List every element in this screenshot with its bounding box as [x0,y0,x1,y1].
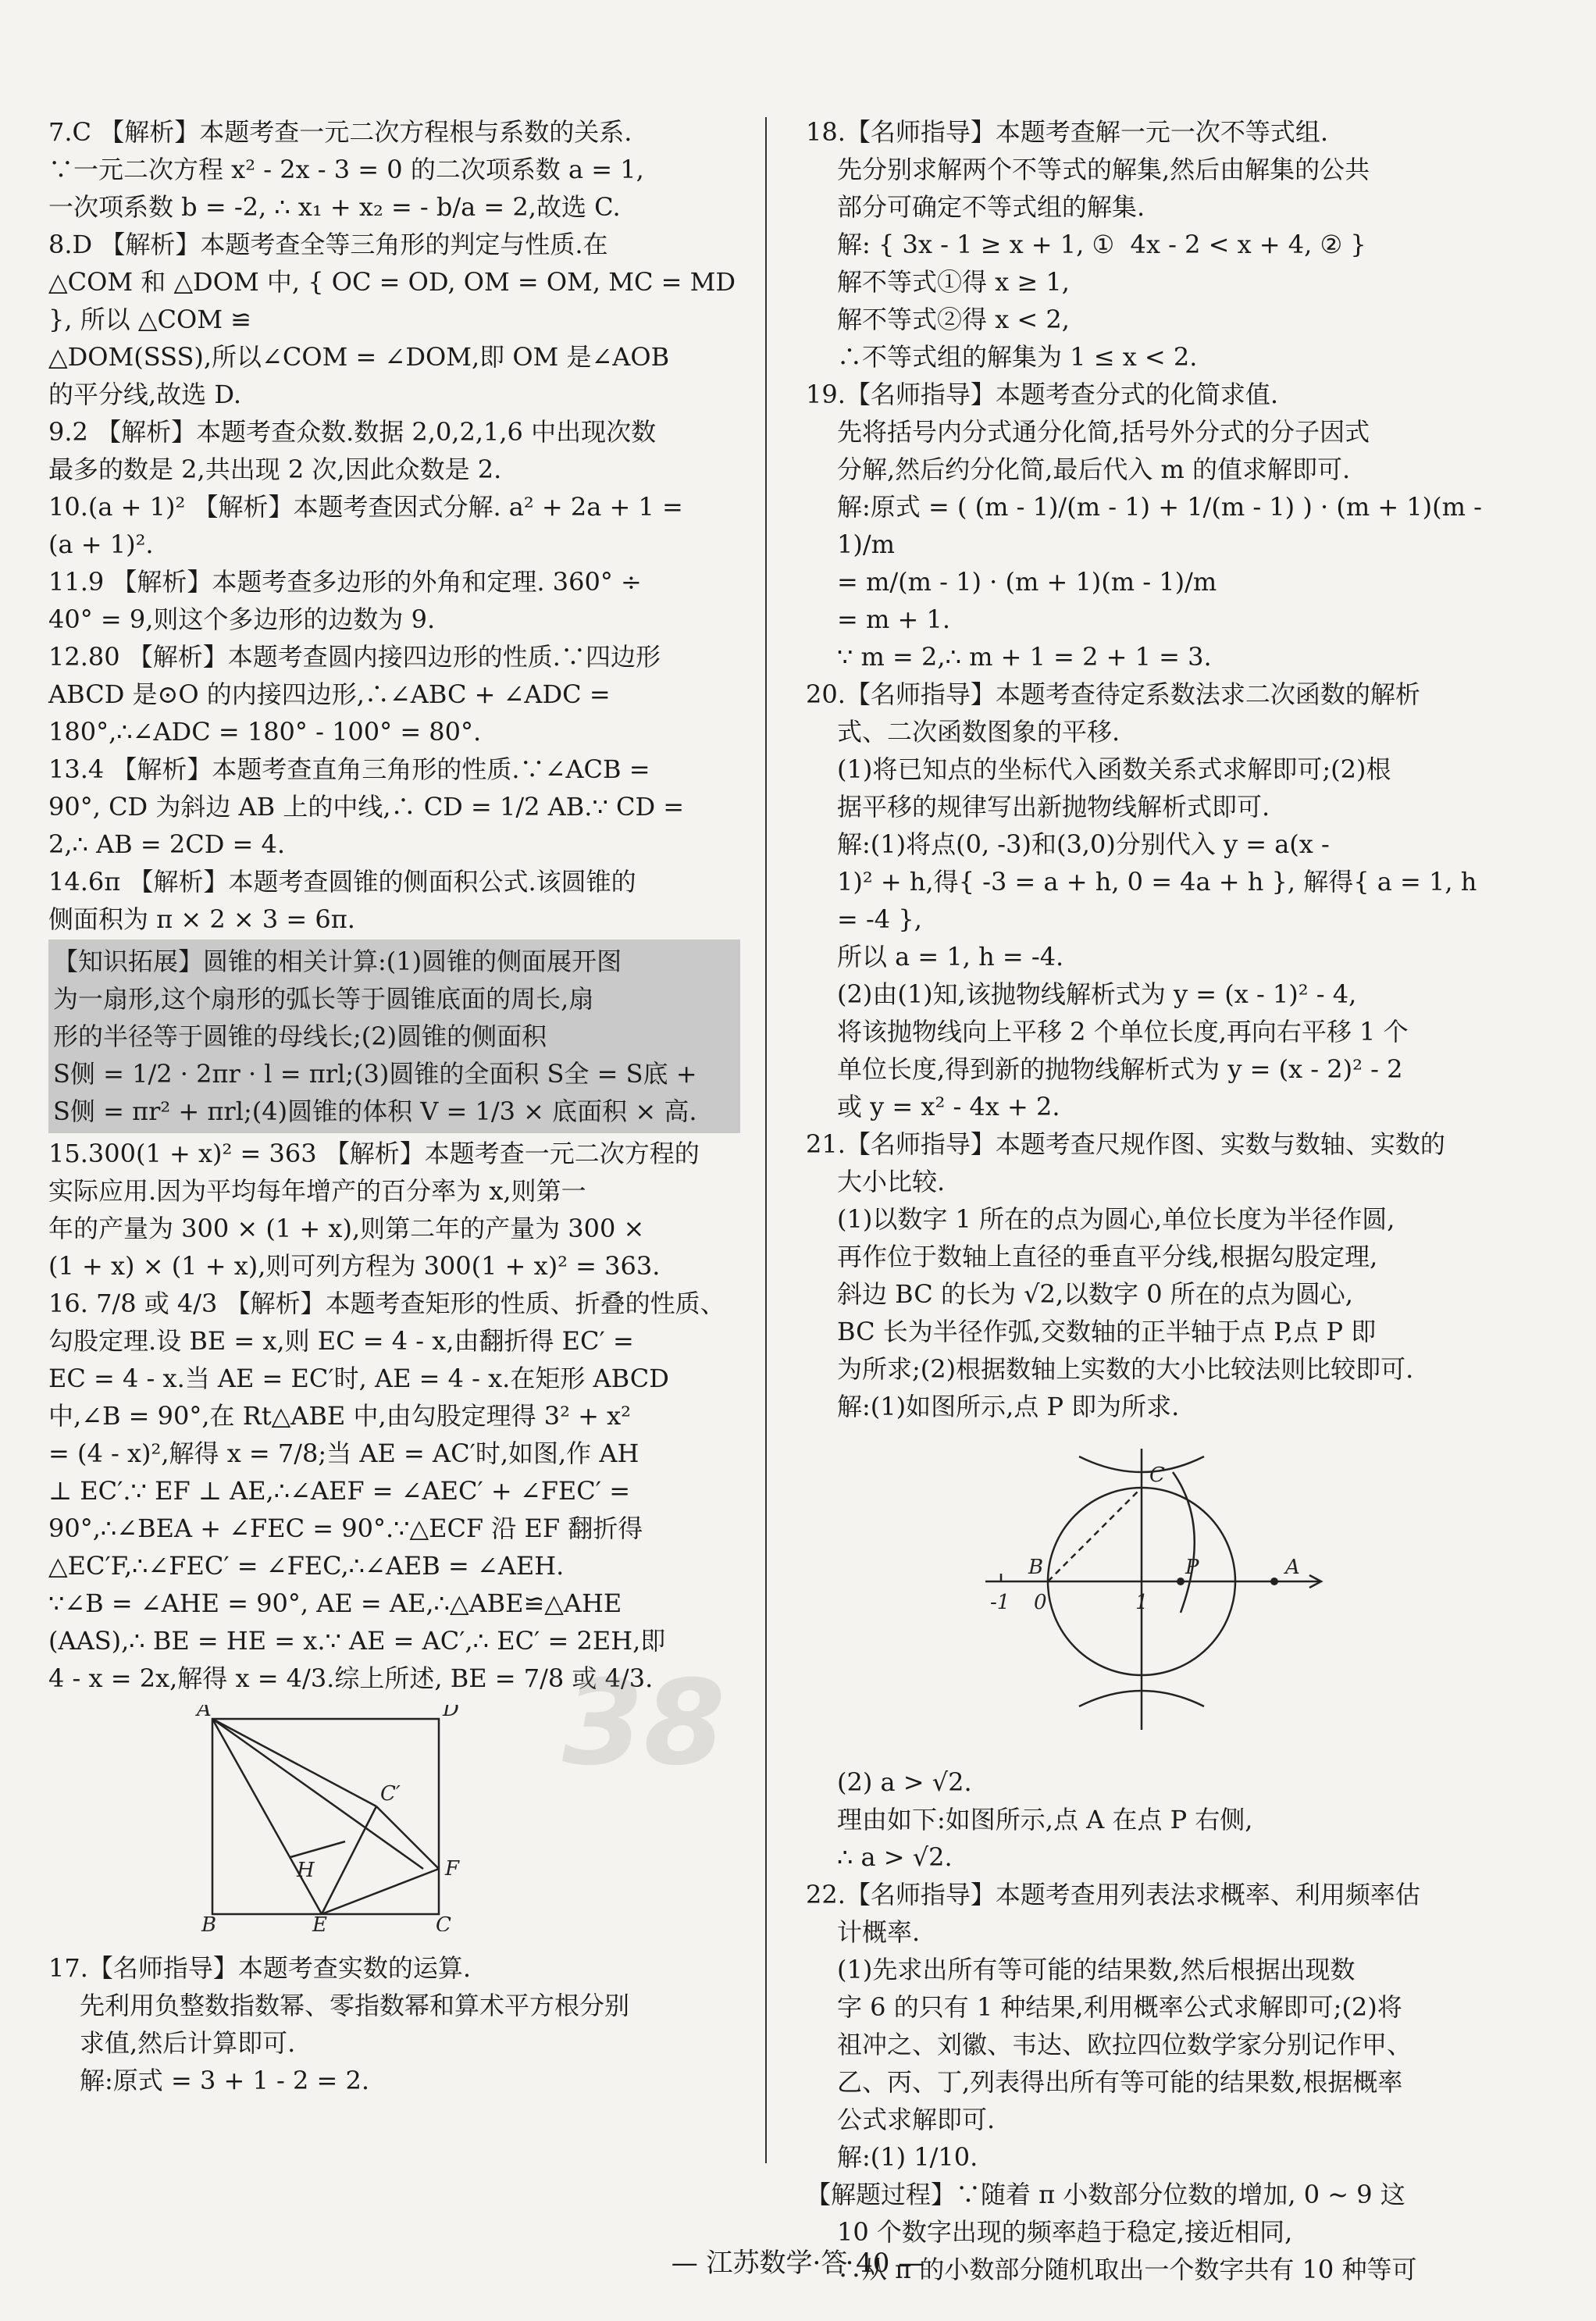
right-line: 解不等式①得 x ≥ 1, [837,267,1070,297]
left2-line: (1 + x) × (1 + x),则可列方程为 300(1 + x)² = 363. [48,1251,661,1281]
left-line: 侧面积为 π × 2 × 3 = 6π. [48,904,355,934]
left-line: △COM 和 △DOM 中, { OC = OD, OM = OM, MC = MD }, 所以 △COM ≌ [48,267,744,334]
right-column [806,113,1493,2288]
right-line: 20.【名师指导】本题考查待定系数法求二次函数的解析 [806,679,1420,709]
left-line: △DOM(SSS),所以∠COM = ∠DOM,即 OM 是∠AOB [48,342,670,372]
right-line: (2)由(1)知,该抛物线解析式为 y = (x - 1)² - 4, [837,979,1357,1009]
knowledge_box-line: 【知识拓展】圆锥的相关计算:(1)圆锥的侧面展开图 [53,947,622,976]
left-line: 40° = 9,则这个多边形的边数为 9. [48,604,436,634]
left2-line: 4 - x = 2x,解得 x = 4/3.综上所述, BE = 7/8 或 4/3. [48,1663,654,1693]
right-line: ∴不等式组的解集为 1 ≤ x < 2. [837,342,1198,372]
right-line: 1)² + h,得{ -3 = a + h, 0 = 4a + h }, 解得{ a = 1, h = -4 }, [837,867,1485,934]
left-column [48,113,744,2099]
right-line: 大小比较. [837,1167,946,1196]
knowledge_box-line: 为一扇形,这个扇形的弧长等于圆锥底面的周长,扇 [53,984,594,1014]
left2-line: 实际应用.因为平均每年增产的百分率为 x,则第一 [48,1176,586,1206]
right-line: 解:原式 = ( (m - 1)/(m - 1) + 1/(m - 1) ) · (m + 1)(m - 1)/m [837,492,1491,559]
axis-label: A [1285,1556,1300,1579]
left-line: (a + 1)². [48,529,154,559]
axis-label: B [1028,1556,1044,1579]
left3-line: 求值,然后计算即可. [80,2028,296,2058]
right2-line: 字 6 的只有 1 种结果,利用概率公式求解即可;(2)将 [837,1992,1402,2022]
axis-label: -1 [990,1591,1010,1614]
left-line: 9.2 【解析】本题考查众数.数据 2,0,2,1,6 中出现次数 [48,417,657,447]
knowledge_box-line: S侧 = πr² + πrl;(4)圆锥的体积 V = 1/3 × 底面积 × 高. [53,1096,697,1126]
right-line: 21.【名师指导】本题考查尺规作图、实数与数轴、实数的 [806,1129,1445,1159]
rect-label: B [201,1913,217,1931]
right-line: = m/(m - 1) · (m + 1)(m - 1)/m [837,567,1217,597]
left-line: 最多的数是 2,共出现 2 次,因此众数是 2. [48,455,502,484]
right2-line: (2) a > √2. [837,1767,972,1797]
right-line: 部分可确定不等式组的解集. [837,192,1145,222]
right2-line: 公式求解即可. [837,2105,996,2134]
right2-line: 解:(1) 1/10. [837,2142,978,2172]
left-line: 2,∴ AB = 2CD = 4. [48,829,286,859]
right-line: 为所求;(2)根据数轴上实数的大小比较法则比较即可. [837,1354,1414,1384]
right-line: 斜边 BC 的长为 √2,以数字 0 所在的点为圆心, [837,1279,1353,1309]
right-line: ∵ m = 2,∴ m + 1 = 2 + 1 = 3. [837,642,1212,672]
right2-line: ∴从 π 的小数部分随机取出一个数字共有 10 种等可 [837,2255,1417,2284]
left2-line: 年的产量为 300 × (1 + x),则第二年的产量为 300 × [48,1214,645,1243]
right-line: 再作位于数轴上直径的垂直平分线,根据勾股定理, [837,1242,1378,1271]
right-line: (1)将已知点的坐标代入函数关系式求解即可;(2)根 [837,754,1391,784]
right2-line: 理由如下:如图所示,点 A 在点 P 右侧, [837,1805,1253,1834]
right2-line: 乙、丙、丁,列表得出所有等可能的结果数,根据概率 [837,2067,1403,2097]
rect-label: C′ [380,1782,401,1806]
left3-line: 解:原式 = 3 + 1 - 2 = 2. [80,2066,370,2095]
right-line: 将该抛物线向上平移 2 个单位长度,再向右平移 1 个 [837,1017,1409,1046]
axis-label: C [1149,1464,1165,1487]
left2-line: ⊥ EC′.∵ EF ⊥ AE,∴∠AEF = ∠AEC′ + ∠FEC′ = [48,1476,631,1506]
left2-line: 勾股定理.设 BE = x,则 EC = 4 - x,由翻折得 EC′ = [48,1326,634,1356]
column-divider [765,117,767,2163]
left-line: 90°, CD 为斜边 AB 上的中线,∴ CD = 1/2 AB.∵ CD = [48,792,685,822]
left2-line: 中,∠B = 90°,在 Rt△ABE 中,由勾股定理得 3² + x² [48,1401,632,1431]
knowledge_box-line: 形的半径等于圆锥的母线长;(2)圆锥的侧面积 [53,1021,547,1051]
right2-line: (1)先求出所有等可能的结果数,然后根据出现数 [837,1955,1356,1984]
left3-line: 17.【名师指导】本题考查实数的运算. [48,1953,472,1983]
page-footer: — 江苏数学·答 40 — [671,2248,925,2279]
right-line: 所以 a = 1, h = -4. [837,942,1064,972]
rect-label: D [443,1705,459,1721]
right2-line: 计概率. [837,1917,921,1947]
right-line: 19.【名师指导】本题考查分式的化简求值. [806,380,1279,409]
number-axis-figure [806,1433,1493,1756]
right-line: = m + 1. [837,604,951,634]
left2-line: ∵∠B = ∠AHE = 90°, AE = AE,∴△ABE≌△AHE [48,1588,622,1618]
right-line: 据平移的规律写出新抛物线解析式即可. [837,792,1270,822]
knowledge-box [48,939,740,1133]
left-line: 13.4 【解析】本题考查直角三角形的性质.∵∠ACB = [48,754,650,784]
left3-line: 先利用负整数指数幂、零指数幂和算术平方根分别 [80,1991,630,2020]
left2-line: △EC′F,∴∠FEC′ = ∠FEC,∴∠AEB = ∠AEH. [48,1551,565,1581]
rect-label: E [312,1913,327,1931]
right-line: 18.【名师指导】本题考查解一元一次不等式组. [806,117,1329,147]
right-line: 解:(1)如图所示,点 P 即为所求. [837,1392,1180,1421]
rect-label: H [297,1859,315,1882]
left-line: 10.(a + 1)² 【解析】本题考查因式分解. a² + 2a + 1 = [48,492,683,522]
right2-line: ∴ a > √2. [837,1842,953,1872]
right-line: (1)以数字 1 所在的点为圆心,单位长度为半径作圆, [837,1204,1395,1234]
left2-line: 16. 7/8 或 4/3 【解析】本题考查矩形的性质、折叠的性质、 [48,1289,725,1318]
right-line: BC 长为半径作弧,交数轴的正半轴于点 P,点 P 即 [837,1317,1377,1346]
axis-label: P [1185,1556,1199,1579]
right2-line: 10 个数字出现的频率趋于稳定,接近相同, [837,2217,1293,2247]
right-line: 单位长度,得到新的抛物线解析式为 y = (x - 2)² - 2 [837,1054,1403,1084]
left2-line: (AAS),∴ BE = HE = x.∵ AE = AC′,∴ EC′ = 2EH,即 [48,1626,666,1656]
watermark: 38 [562,1656,725,1792]
left2-line: 15.300(1 + x)² = 363 【解析】本题考查一元二次方程的 [48,1139,700,1168]
rect-label: C [436,1913,451,1931]
right-line: 或 y = x² - 4x + 2. [837,1092,1060,1121]
left2-line: 90°,∴∠BEA + ∠FEC = 90°.∵△ECF 沿 EF 翻折得 [48,1513,643,1543]
right-line: 式、二次函数图象的平移. [837,717,1120,747]
rect-label: A [197,1705,212,1721]
left-line: 8.D 【解析】本题考查全等三角形的判定与性质.在 [48,230,608,259]
left-line: 一次项系数 b = -2, ∴ x₁ + x₂ = - b/a = 2,故选 C. [48,192,621,222]
left2-line: = (4 - x)²,解得 x = 7/8;当 AE = AC′时,如图,作 AH [48,1439,639,1468]
rect-label: F [445,1857,460,1881]
right-line: 分解,然后约分化简,最后代入 m 的值求解即可. [837,455,1351,484]
left-line: 11.9 【解析】本题考查多边形的外角和定理. 360° ÷ [48,567,642,597]
axis-label: 0 [1034,1591,1047,1614]
left-line: 180°,∴∠ADC = 180° - 100° = 80°. [48,717,482,747]
left-line: ∵一元二次方程 x² - 2x - 3 = 0 的二次项系数 a = 1, [48,155,644,184]
right-line: 解: { 3x - 1 ≥ x + 1, ① 4x - 2 < x + 4, ② } [837,230,1366,259]
right2-line: 【解题过程】∵随着 π 小数部分位数的增加, 0 ~ 9 这 [806,2180,1405,2209]
knowledge_box-line: S侧 = 1/2 · 2πr · l = πrl;(3)圆锥的全面积 S全 = S底 + [53,1059,697,1089]
right-line: 解不等式②得 x < 2, [837,305,1070,334]
right-line: 先将括号内分式通分化简,括号外分式的分子因式 [837,417,1370,447]
right-line: 解:(1)将点(0, -3)和(3,0)分别代入 y = a(x - [837,829,1330,859]
left2-line: EC = 4 - x.当 AE = EC′时, AE = 4 - x.在矩形 ABCD [48,1364,669,1393]
axis-label: 1 [1135,1591,1149,1614]
right2-line: 22.【名师指导】本题考查用列表法求概率、利用频率估 [806,1880,1420,1909]
left-line: 7.C 【解析】本题考查一元二次方程根与系数的关系. [48,117,632,147]
right2-line: 祖冲之、刘徽、韦达、欧拉四位数学家分别记作甲、 [837,2030,1413,2059]
left-line: ABCD 是⊙O 的内接四边形,∴∠ABC + ∠ADC = [48,679,611,709]
left-line: 12.80 【解析】本题考查圆内接四边形的性质.∵四边形 [48,642,661,672]
left-line: 的平分线,故选 D. [48,380,242,409]
left-line: 14.6π 【解析】本题考查圆锥的侧面积公式.该圆锥的 [48,867,636,897]
right-line: 先分别求解两个不等式的解集,然后由解集的公共 [837,155,1370,184]
